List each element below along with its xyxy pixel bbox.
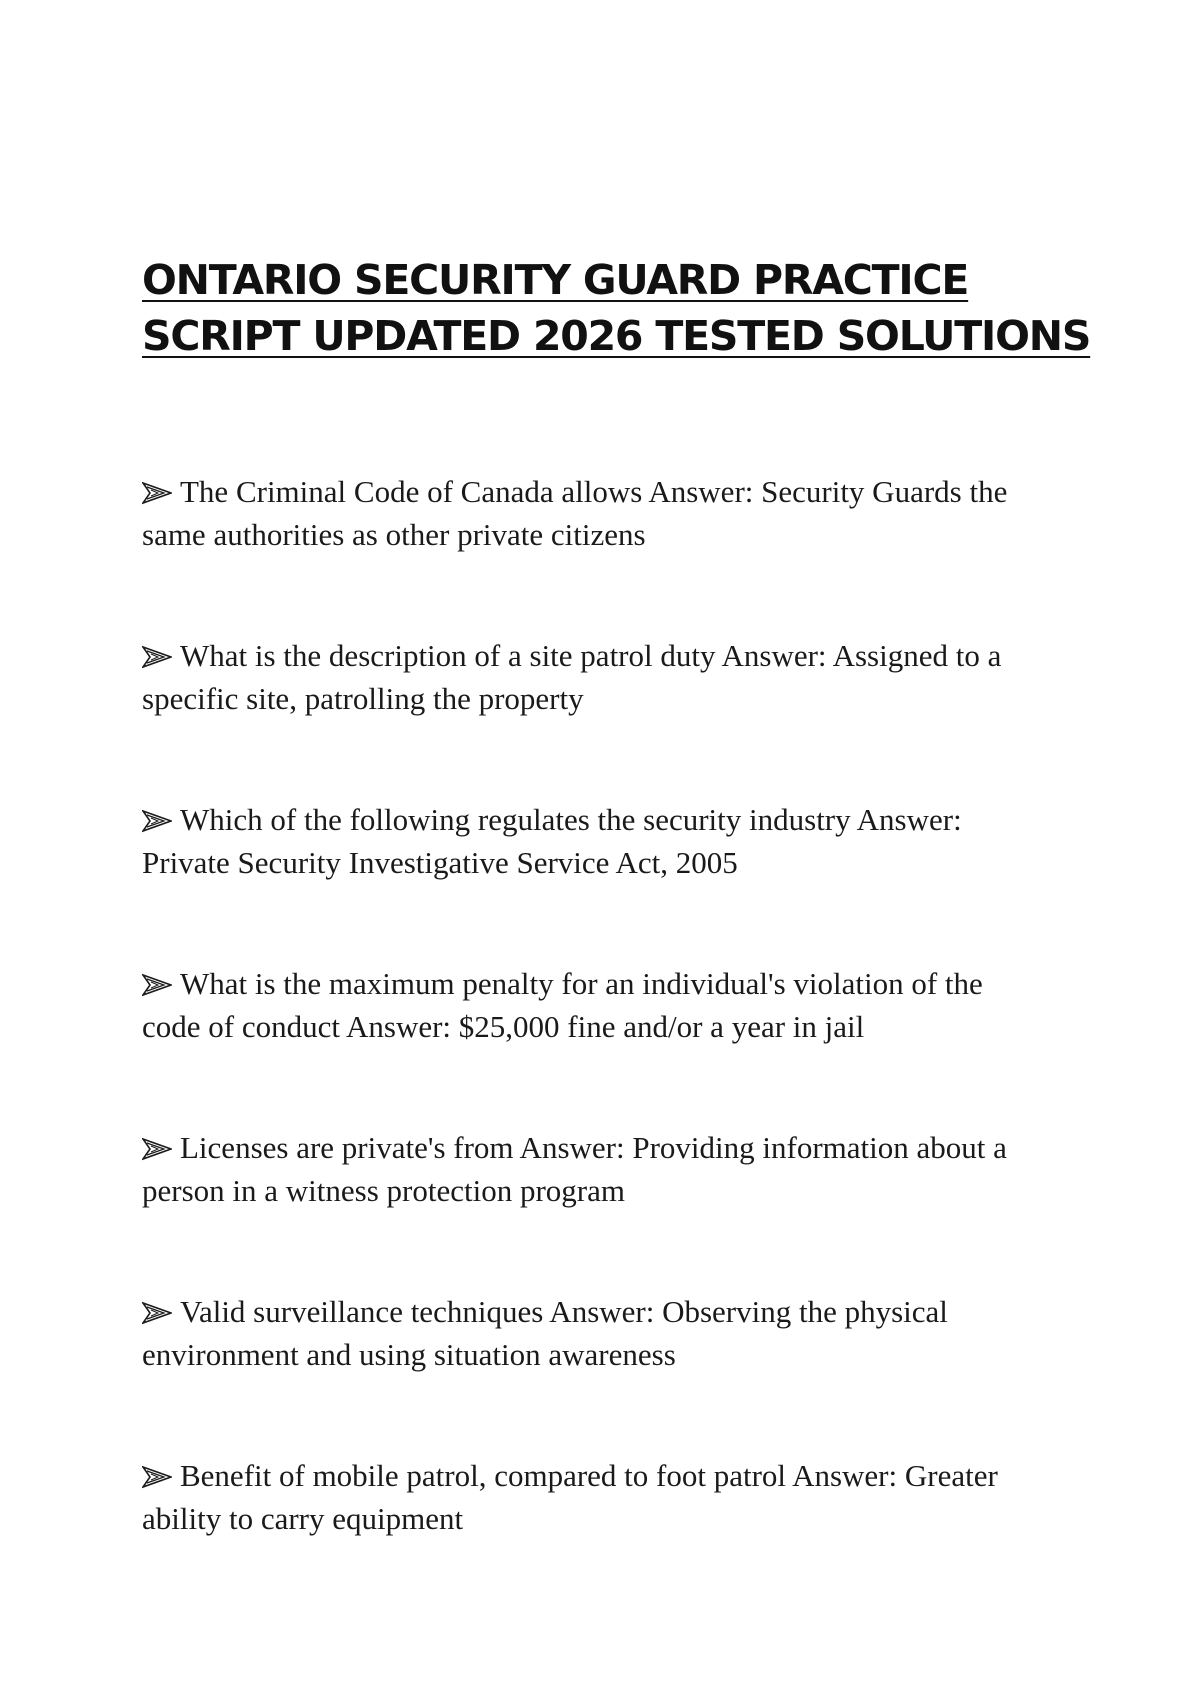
qa-text: What is the description of a site patrol duty Answer: Assigned to a specific site, patrolling the property <box>142 638 1002 716</box>
qa-text: The Criminal Code of Canada allows Answer: Security Guards the same authorities as other private citizens <box>142 474 1008 552</box>
qa-item <box>142 962 1042 1126</box>
page-title <box>142 252 1091 364</box>
qa-text: Which of the following regulates the security industry Answer: Private Security Investigative Service Act, 2005 <box>142 802 962 880</box>
qa-text: What is the maximum penalty for an individual's violation of the code of conduct Answer: $25,000 fine and/or a year in jail <box>142 966 983 1044</box>
qa-text: Benefit of mobile patrol, compared to foot patrol Answer: Greater ability to carry equipment <box>142 1458 998 1536</box>
qa-item <box>142 470 1042 634</box>
arrow-bullet-icon <box>142 1301 172 1325</box>
arrow-bullet-icon <box>142 973 172 997</box>
qa-text: Licenses are private's from Answer: Providing information about a person in a witness protection program <box>142 1130 1007 1208</box>
qa-item <box>142 798 1042 962</box>
qa-item <box>142 1126 1042 1290</box>
arrow-bullet-icon <box>142 809 172 833</box>
title-line-2: SCRIPT UPDATED 2026 TESTED SOLUTIONS <box>142 312 1091 360</box>
arrow-bullet-icon <box>142 1137 172 1161</box>
title-line-1: ONTARIO SECURITY GUARD PRACTICE <box>142 256 969 304</box>
qa-list <box>142 470 1042 1618</box>
arrow-bullet-icon <box>142 645 172 669</box>
qa-item <box>142 1290 1042 1454</box>
arrow-bullet-icon <box>142 1465 172 1489</box>
qa-item <box>142 634 1042 798</box>
arrow-bullet-icon <box>142 481 172 505</box>
qa-text: Valid surveillance techniques Answer: Observing the physical environment and using situation awareness <box>142 1294 948 1372</box>
qa-item <box>142 1454 1042 1618</box>
